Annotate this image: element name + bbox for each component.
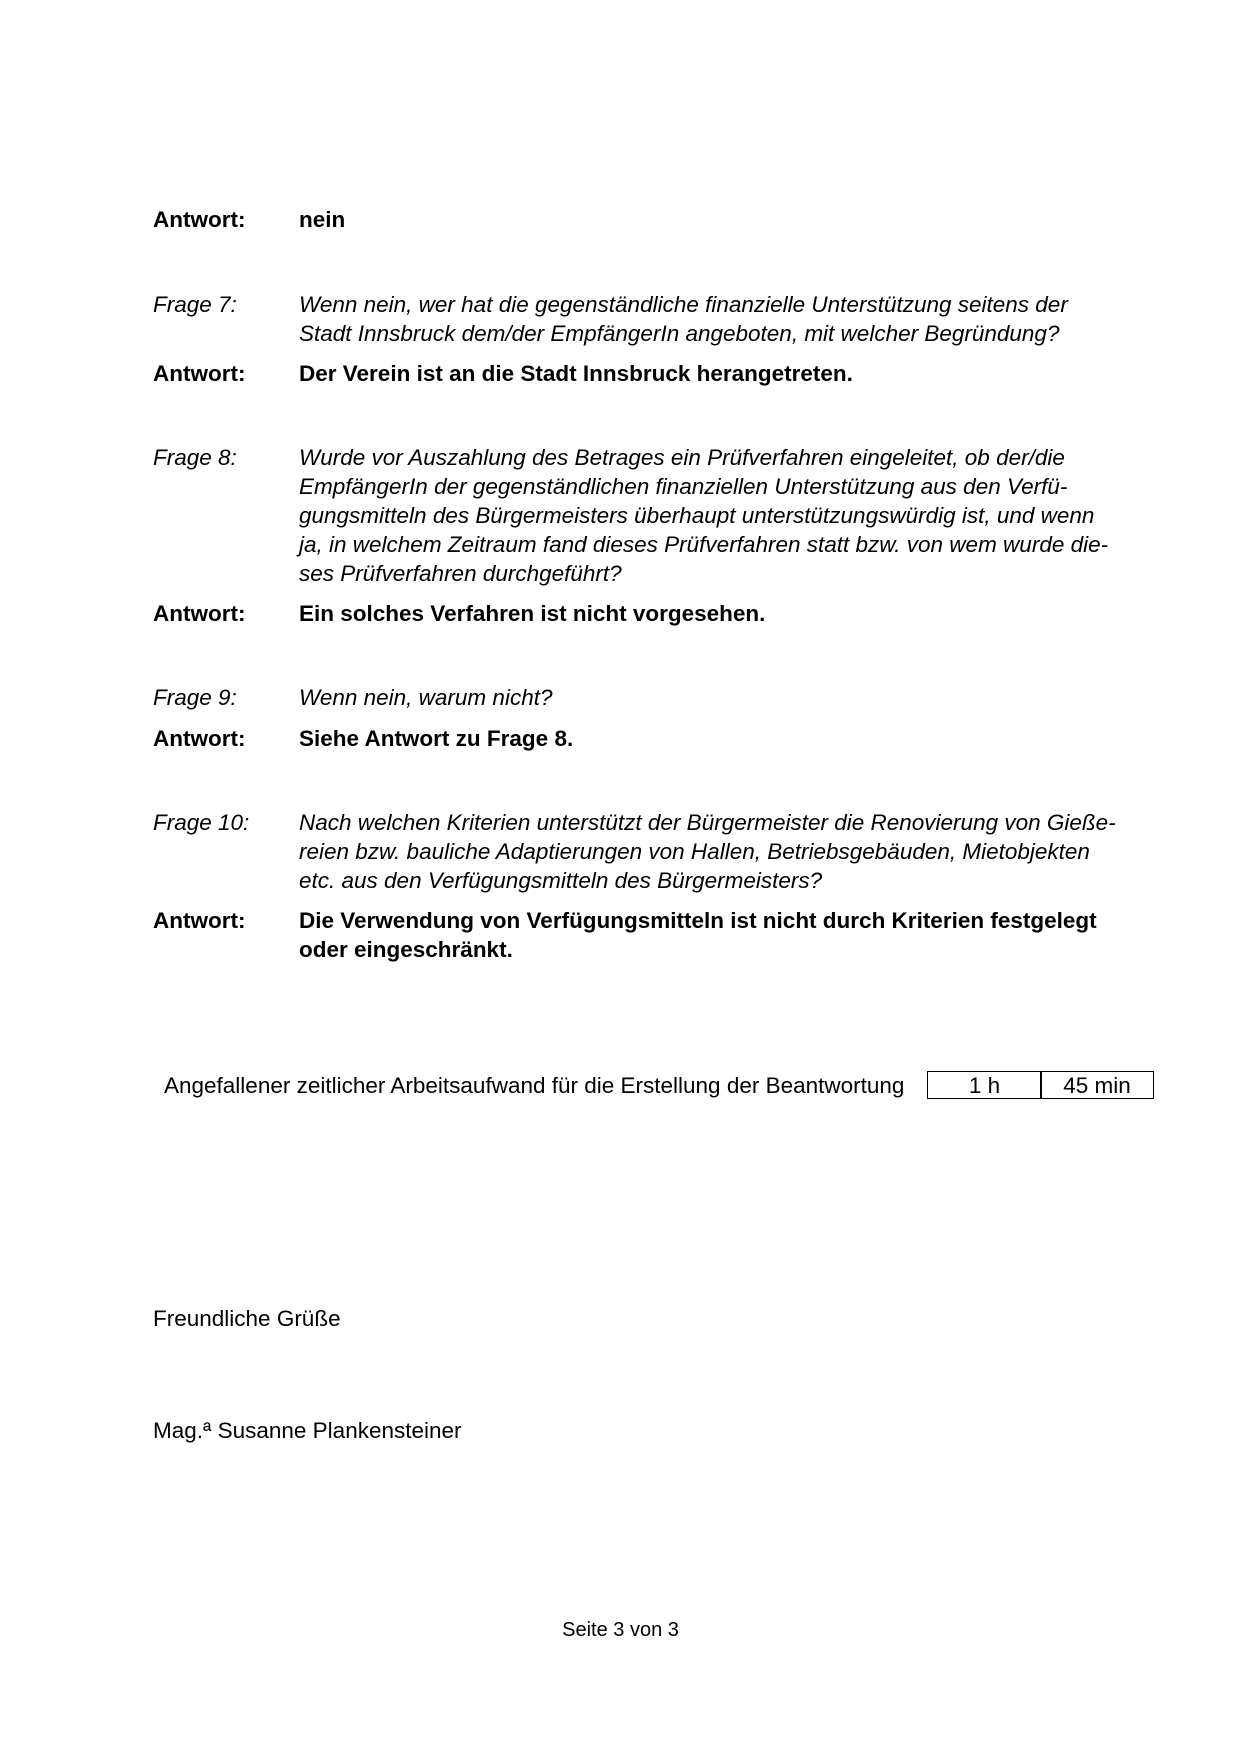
question-text: Wurde vor Auszahlung des Betrages ein Prüfverfahren eingeleitet, ob der/die EmpfängerIn der gegenständlichen finanziellen Unterstützung aus den Verfü- gungsmitteln des Bürgermeisters überhaupt unterstützungswürdig ist, und wenn ja, in welchem Zeitraum fand dieses Prüfverfahren statt bzw. von wem wurde die- ses Prüfverfahren durchgeführt?: [299, 445, 1109, 586]
answer-text: Siehe Antwort zu Frage 8.: [299, 726, 574, 751]
effort-minutes-box: 45 min: [1040, 1071, 1154, 1099]
page-number: Seite 3 von 3: [562, 1619, 679, 1641]
question-label: Frage 10:: [153, 810, 250, 835]
answer-label: Antwort:: [153, 726, 246, 751]
question-label: Frage 7:: [153, 292, 237, 317]
question-text: Wenn nein, wer hat die gegenständliche finanzielle Unterstützung seitens der Stadt Innsbruck dem/der EmpfängerIn angeboten, mit welcher Begründung?: [299, 292, 1068, 346]
answer-label: Antwort:: [153, 601, 246, 626]
answer-text: Der Verein ist an die Stadt Innsbruck herangetreten.: [299, 361, 853, 386]
question-label: Frage 8:: [153, 445, 237, 470]
question-text: Nach welchen Kriterien unterstützt der Bürgermeister die Renovierung von Gieße- reien bzw. bauliche Adaptierungen von Hallen, Betriebsgebäuden, Mietobjekten etc. aus den Verfügungsmitteln des Bürgermeisters?: [299, 810, 1116, 893]
answer-text: Ein solches Verfahren ist nicht vorgesehen.: [299, 601, 766, 626]
question-label: Frage 9:: [153, 685, 237, 710]
greeting: Freundliche Grüße: [153, 1306, 341, 1331]
effort-label: Angefallener zeitlicher Arbeitsaufwand für die Erstellung der Beantwortung: [164, 1073, 905, 1098]
answer-text: Die Verwendung von Verfügungsmitteln ist nicht durch Kriterien festgelegt oder eingeschränkt.: [299, 908, 1097, 962]
answer-label: Antwort:: [153, 908, 246, 933]
signature: Mag.ª Susanne Plankensteiner: [153, 1418, 462, 1443]
effort-row: [164, 1070, 1154, 1102]
answer-label: Antwort:: [153, 207, 246, 232]
answer-label: Antwort:: [153, 361, 246, 386]
effort-hours-box: 1 h: [927, 1071, 1042, 1099]
question-text: Wenn nein, warum nicht?: [299, 685, 553, 710]
answer-text: nein: [299, 207, 346, 232]
